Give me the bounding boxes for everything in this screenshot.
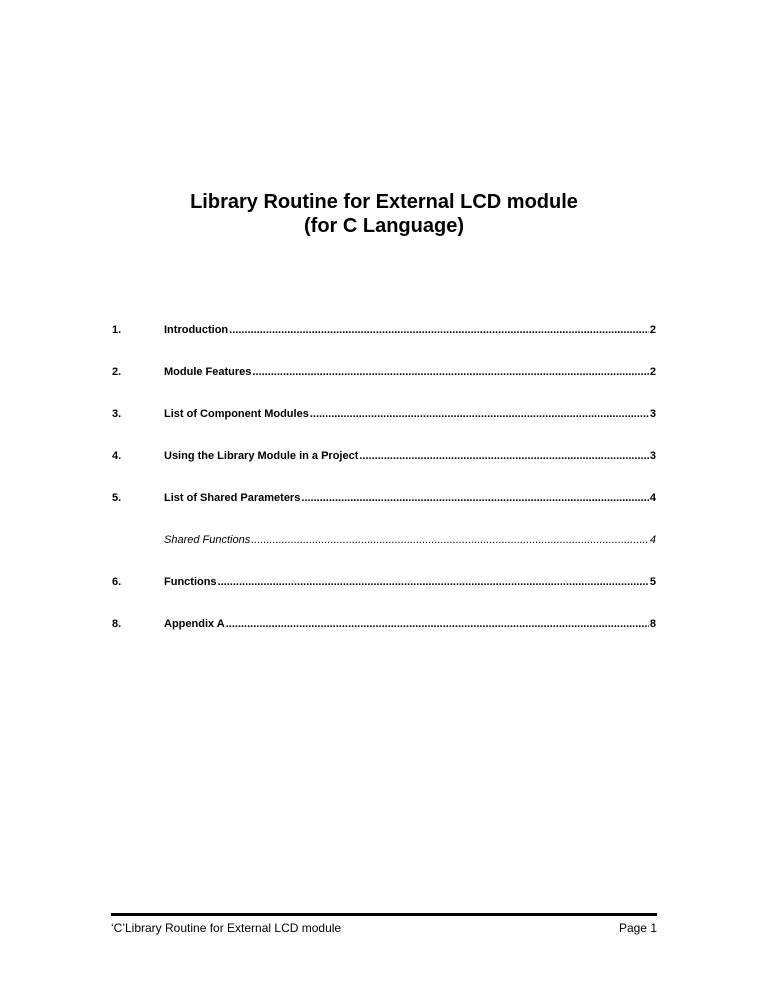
document-subtitle: (for C Language) bbox=[304, 215, 464, 237]
toc-entry-label: Introduction bbox=[164, 324, 229, 336]
toc-entry-number: 1. bbox=[112, 324, 122, 336]
toc-dot-leader bbox=[301, 490, 649, 506]
toc-entry-functions[interactable] bbox=[112, 574, 656, 590]
toc-entry-page: 4 bbox=[649, 492, 656, 504]
toc-entry-label: List of Shared Parameters bbox=[164, 492, 301, 504]
toc-entry-number: 3. bbox=[112, 408, 122, 420]
toc-entry-shared-functions[interactable] bbox=[112, 532, 656, 548]
toc-entry-page: 5 bbox=[649, 576, 656, 588]
toc-dot-leader bbox=[229, 322, 649, 338]
document-title: Library Routine for External LCD module bbox=[190, 191, 578, 213]
toc-entry-label: Shared Functions bbox=[164, 534, 251, 546]
toc-entry-number: 6. bbox=[112, 576, 122, 588]
toc-entry-page: 3 bbox=[649, 450, 656, 462]
toc-entry-shared-parameters[interactable] bbox=[112, 490, 656, 506]
toc-entry-component-modules[interactable] bbox=[112, 406, 656, 422]
toc-entry-label: Functions bbox=[164, 576, 217, 588]
toc-entry-page: 2 bbox=[649, 324, 656, 336]
toc-entry-introduction[interactable] bbox=[112, 322, 656, 338]
footer-document-name: ‘C’Library Routine for External LCD module bbox=[111, 921, 342, 935]
toc-entry-number: 8. bbox=[112, 618, 122, 630]
toc-entry-page: 2 bbox=[649, 366, 656, 378]
footer-page-number: Page 1 bbox=[618, 921, 657, 935]
toc-dot-leader bbox=[359, 448, 649, 464]
toc-entry-page: 4 bbox=[649, 534, 656, 546]
toc-entry-using-library-module[interactable] bbox=[112, 448, 656, 464]
toc-entry-number: 2. bbox=[112, 366, 122, 378]
toc-entry-number: 4. bbox=[112, 450, 122, 462]
toc-dot-leader bbox=[226, 616, 649, 632]
toc-dot-leader bbox=[251, 532, 649, 548]
toc-entry-module-features[interactable] bbox=[112, 364, 656, 380]
toc-entry-page: 8 bbox=[649, 618, 656, 630]
toc-entry-page: 3 bbox=[649, 408, 656, 420]
toc-entry-label: Using the Library Module in a Project bbox=[164, 450, 359, 462]
footer-divider bbox=[111, 913, 657, 916]
toc-dot-leader bbox=[310, 406, 649, 422]
toc-dot-leader bbox=[252, 364, 648, 380]
toc-dot-leader bbox=[218, 574, 649, 590]
toc-entry-label: List of Component Modules bbox=[164, 408, 309, 420]
toc-entry-number: 5. bbox=[112, 492, 122, 504]
toc-entry-appendix-a[interactable] bbox=[112, 616, 656, 632]
toc-entry-label: Appendix A bbox=[164, 618, 225, 630]
toc-entry-label: Module Features bbox=[164, 366, 252, 378]
